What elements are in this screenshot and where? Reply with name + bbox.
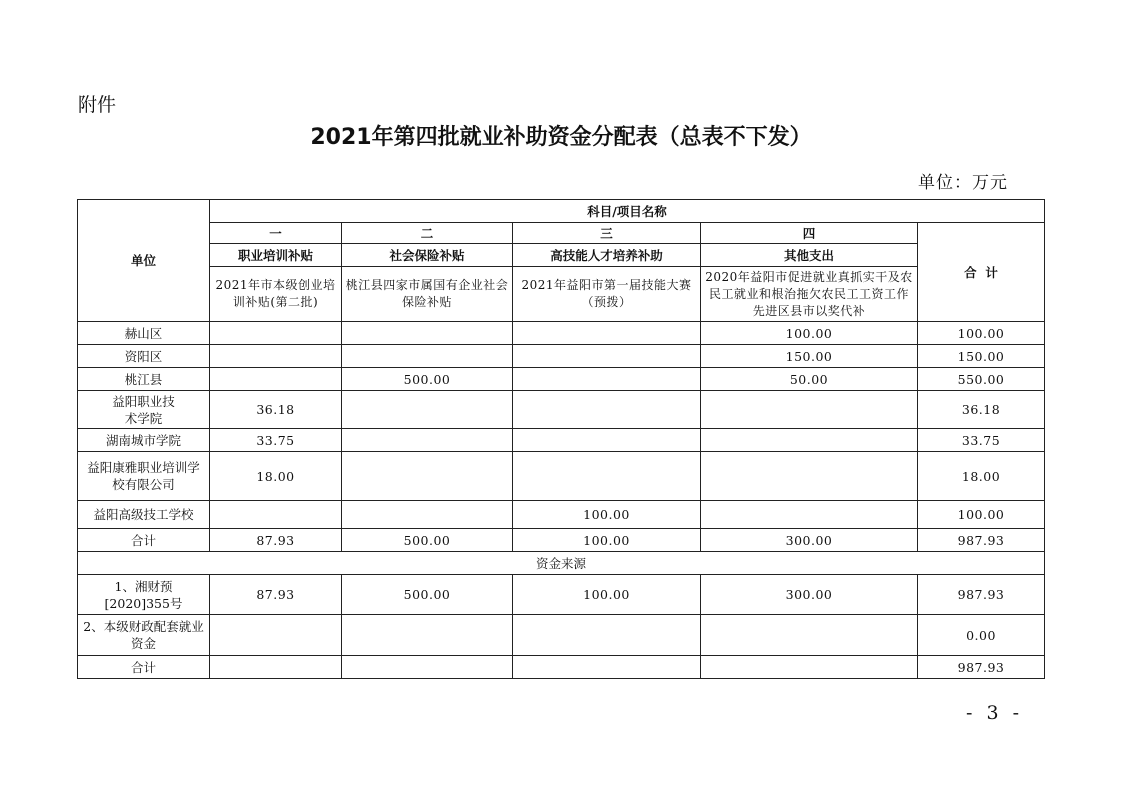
cell-value (513, 391, 701, 429)
column-project: 2021年益阳市第一届技能大赛（预拨） (513, 267, 701, 322)
row-unit: 资阳区 (78, 345, 210, 368)
row-unit: 合计 (78, 529, 210, 552)
document-title: 2021年第四批就业补助资金分配表（总表不下发） (310, 125, 812, 150)
cell-value (210, 656, 342, 679)
cell-value (342, 501, 513, 529)
row-unit: 赫山区 (78, 322, 210, 345)
cell-value: 300.00 (701, 529, 918, 552)
cell-value: 50.00 (701, 368, 918, 391)
cell-value: 87.93 (210, 529, 342, 552)
cell-total: 18.00 (918, 452, 1045, 501)
cell-value (701, 656, 918, 679)
cell-total: 100.00 (918, 322, 1045, 345)
cell-total: 33.75 (918, 429, 1045, 452)
table-row (78, 345, 1045, 368)
cell-value (701, 615, 918, 656)
cell-total: 36.18 (918, 391, 1045, 429)
row-unit: 2、本级财政配套就业资金 (78, 615, 210, 656)
cell-value (513, 656, 701, 679)
row-unit: 益阳高级技工学校 (78, 501, 210, 529)
row-unit: 1、湘财预[2020]355号 (78, 575, 210, 615)
cell-value: 500.00 (342, 575, 513, 615)
unit-note: 单位：万元 (918, 173, 1008, 193)
cell-value: 300.00 (701, 575, 918, 615)
table-row (78, 615, 1045, 656)
cell-value (513, 429, 701, 452)
cell-value: 500.00 (342, 368, 513, 391)
cell-value: 100.00 (513, 575, 701, 615)
cell-total: 100.00 (918, 501, 1045, 529)
cell-value (210, 345, 342, 368)
row-unit: 益阳职业技术学院 (78, 391, 210, 429)
row-unit: 合计 (78, 656, 210, 679)
table-row (78, 575, 1045, 615)
allocation-table (77, 199, 1045, 679)
attachment-label: 附件 (78, 94, 117, 116)
cell-value (342, 345, 513, 368)
table-row (78, 429, 1045, 452)
cell-value: 87.93 (210, 575, 342, 615)
row-unit: 桃江县 (78, 368, 210, 391)
table-row (78, 452, 1045, 501)
cell-value: 100.00 (513, 501, 701, 529)
page-number: - 3 - (966, 702, 1024, 724)
column-number: 三 (513, 223, 701, 244)
table-row (78, 656, 1045, 679)
cell-value (701, 429, 918, 452)
cell-total: 987.93 (918, 529, 1045, 552)
cell-value (513, 322, 701, 345)
column-number: 二 (342, 223, 513, 244)
cell-value: 100.00 (701, 322, 918, 345)
cell-value (342, 322, 513, 345)
column-project: 2020年益阳市促进就业真抓实干及农民工就业和根治拖欠农民工工资工作先进区县市以奖代补 (701, 267, 918, 322)
row-unit: 益阳康雅职业培训学校有限公司 (78, 452, 210, 501)
table-row (78, 501, 1045, 529)
cell-value (342, 452, 513, 501)
cell-value (210, 322, 342, 345)
cell-value (342, 429, 513, 452)
cell-value (513, 615, 701, 656)
cell-total: 987.93 (918, 656, 1045, 679)
table-row (78, 391, 1045, 429)
table-row (78, 529, 1045, 552)
cell-value (342, 615, 513, 656)
cell-value (513, 368, 701, 391)
table-row (78, 322, 1045, 345)
cell-value (701, 501, 918, 529)
column-number: 四 (701, 223, 918, 244)
cell-value (701, 391, 918, 429)
cell-value (342, 391, 513, 429)
column-category: 社会保险补贴 (342, 244, 513, 267)
cell-value: 150.00 (701, 345, 918, 368)
cell-value (210, 501, 342, 529)
cell-value (342, 656, 513, 679)
cell-value: 100.00 (513, 529, 701, 552)
cell-total: 550.00 (918, 368, 1045, 391)
table-row (78, 368, 1045, 391)
column-project: 桃江县四家市属国有企业社会保险补贴 (342, 267, 513, 322)
cell-value (513, 345, 701, 368)
cell-value (513, 452, 701, 501)
cell-value (701, 452, 918, 501)
subject-header: 科目/项目名称 (210, 200, 1045, 223)
column-category: 其他支出 (701, 244, 918, 267)
cell-value: 33.75 (210, 429, 342, 452)
cell-value: 18.00 (210, 452, 342, 501)
cell-value (210, 368, 342, 391)
unit-column-header: 单位 (78, 200, 210, 322)
total-column-header: 合 计 (918, 223, 1045, 322)
row-unit: 湖南城市学院 (78, 429, 210, 452)
cell-value: 500.00 (342, 529, 513, 552)
column-project: 2021年市本级创业培训补贴(第二批) (210, 267, 342, 322)
funding-section-header: 资金来源 (78, 552, 1045, 575)
column-category: 高技能人才培养补助 (513, 244, 701, 267)
cell-total: 0.00 (918, 615, 1045, 656)
cell-value (210, 615, 342, 656)
cell-value: 36.18 (210, 391, 342, 429)
cell-total: 150.00 (918, 345, 1045, 368)
column-category: 职业培训补贴 (210, 244, 342, 267)
cell-total: 987.93 (918, 575, 1045, 615)
column-number: 一 (210, 223, 342, 244)
